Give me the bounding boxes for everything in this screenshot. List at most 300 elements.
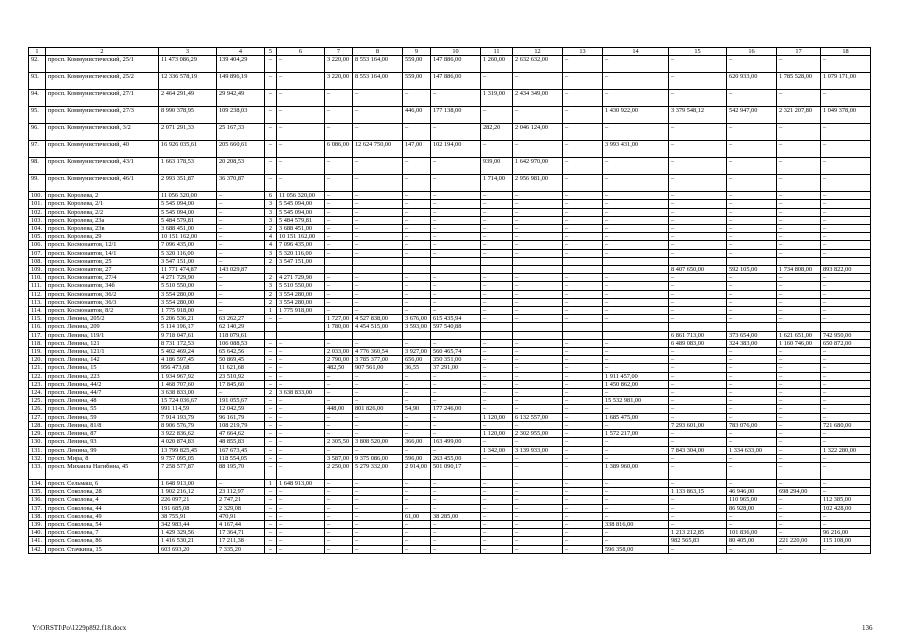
value-cell: 2 <box>265 225 277 233</box>
value-cell: – <box>403 488 431 496</box>
value-cell: – <box>431 249 481 257</box>
value-cell: – <box>403 307 431 315</box>
row-number-cell: 142. <box>29 545 46 553</box>
value-cell: 4 <box>265 233 277 241</box>
row-number-cell: 94. <box>29 90 46 107</box>
value-cell: – <box>481 339 513 347</box>
column-number-cell: 3 <box>159 48 217 56</box>
value-cell: 596,00 <box>403 454 431 462</box>
value-cell: – <box>777 356 821 364</box>
table-row <box>29 430 871 438</box>
value-cell: 12 042,59 <box>217 405 265 413</box>
address-cell: просп. Мира, 8 <box>46 454 159 462</box>
value-cell: – <box>727 290 777 298</box>
value-cell: – <box>777 405 821 413</box>
value-cell: 3 220,00 <box>325 56 353 73</box>
value-cell: – <box>603 389 669 397</box>
value-cell: – <box>325 249 353 257</box>
value-cell: – <box>563 73 603 90</box>
value-cell: – <box>821 233 871 241</box>
value-cell: – <box>821 520 871 528</box>
value-cell: 3 993 431,00 <box>603 141 669 158</box>
value-cell: – <box>277 462 325 479</box>
value-cell: – <box>403 397 431 405</box>
address-cell: просп. Королева, 2/1 <box>46 200 159 208</box>
value-cell: – <box>277 315 325 323</box>
value-cell: – <box>777 241 821 249</box>
value-cell: 1 322 280,00 <box>821 446 871 454</box>
value-cell: – <box>513 512 563 520</box>
row-number-cell: 107. <box>29 249 46 257</box>
value-cell: 5 510 550,00 <box>277 282 325 290</box>
address-cell: просп. Коммунистический, 27/3 <box>46 107 159 124</box>
table-row <box>29 446 871 454</box>
value-cell: – <box>353 496 403 504</box>
value-cell: 907 561,00 <box>353 364 403 372</box>
value-cell: – <box>777 175 821 192</box>
value-cell: – <box>325 307 353 315</box>
value-cell <box>481 331 513 339</box>
table-row <box>29 274 871 282</box>
value-cell: – <box>403 282 431 290</box>
value-cell: – <box>777 438 821 446</box>
value-cell: 338 816,00 <box>603 520 669 528</box>
value-cell: 6 <box>265 192 277 200</box>
value-cell: – <box>563 282 603 290</box>
value-cell: 3 554 280,00 <box>277 290 325 298</box>
value-cell: – <box>353 307 403 315</box>
value-cell: – <box>481 397 513 405</box>
table-row <box>29 192 871 200</box>
value-cell: – <box>603 364 669 372</box>
value-cell: – <box>481 421 513 429</box>
address-cell: просп. Михаила Нагибина, 45 <box>46 462 159 479</box>
row-number-cell: 121. <box>29 364 46 372</box>
table-row <box>29 496 871 504</box>
value-cell: – <box>481 192 513 200</box>
value-cell: – <box>431 192 481 200</box>
value-cell: – <box>563 158 603 175</box>
value-cell: – <box>481 208 513 216</box>
value-cell: – <box>821 454 871 462</box>
table-row <box>29 479 871 487</box>
value-cell: 5 484 579,81 <box>277 216 325 224</box>
value-cell: – <box>217 282 265 290</box>
value-cell: 54,90 <box>403 405 431 413</box>
table-row <box>29 175 871 192</box>
value-cell: – <box>217 274 265 282</box>
address-cell: просп. Ленина, 44/2 <box>46 380 159 388</box>
value-cell: 7 096 435,00 <box>159 241 217 249</box>
value-cell: 46 946,00 <box>727 488 777 496</box>
value-cell: – <box>265 504 277 512</box>
value-cell: – <box>403 274 431 282</box>
value-cell: 3 <box>265 282 277 290</box>
value-cell: – <box>265 315 277 323</box>
value-cell: 2 <box>265 290 277 298</box>
value-cell: – <box>353 529 403 537</box>
value-cell: – <box>603 421 669 429</box>
value-cell: – <box>603 200 669 208</box>
value-cell: – <box>563 438 603 446</box>
value-cell: 1 648 913,00 <box>159 479 217 487</box>
value-cell: 373 654,00 <box>727 331 777 339</box>
value-cell: – <box>821 372 871 380</box>
value-cell: – <box>217 200 265 208</box>
row-number-cell: 139. <box>29 520 46 528</box>
value-cell: – <box>777 192 821 200</box>
value-cell: 109 238,03 <box>217 107 265 124</box>
value-cell: – <box>513 462 563 479</box>
value-cell: – <box>325 107 353 124</box>
value-cell: – <box>727 348 777 356</box>
value-cell: – <box>821 397 871 405</box>
value-cell: 118 079,61 <box>217 331 265 339</box>
value-cell: 956 473,68 <box>159 364 217 372</box>
value-cell: – <box>513 298 563 306</box>
value-cell: – <box>777 90 821 107</box>
value-cell: 221 220,00 <box>777 537 821 545</box>
value-cell: 324 383,00 <box>727 339 777 347</box>
value-cell: – <box>821 389 871 397</box>
value-cell: – <box>265 90 277 107</box>
row-number-cell: 114. <box>29 307 46 315</box>
value-cell: – <box>669 496 727 504</box>
value-cell: 482,50 <box>325 364 353 372</box>
value-cell: – <box>353 512 403 520</box>
value-cell: – <box>325 339 353 347</box>
value-cell: – <box>563 380 603 388</box>
value-cell: – <box>563 216 603 224</box>
value-cell: 10 151 162,00 <box>277 233 325 241</box>
value-cell: – <box>481 479 513 487</box>
value-cell: – <box>563 413 603 421</box>
value-cell: – <box>325 488 353 496</box>
value-cell: – <box>325 446 353 454</box>
value-cell: 7 843 304,00 <box>669 446 727 454</box>
value-cell <box>563 257 603 265</box>
row-number-cell: 137. <box>29 504 46 512</box>
column-number-cell: 12 <box>513 48 563 56</box>
value-cell: – <box>669 249 727 257</box>
value-cell: – <box>481 405 513 413</box>
table-row <box>29 462 871 479</box>
value-cell: – <box>563 56 603 73</box>
value-cell: – <box>481 73 513 90</box>
value-cell: – <box>563 488 603 496</box>
value-cell: 3 676,00 <box>403 315 431 323</box>
value-cell <box>563 323 603 331</box>
value-cell: – <box>431 380 481 388</box>
value-cell: – <box>563 372 603 380</box>
value-cell: 7 258 577,87 <box>159 462 217 479</box>
value-cell: – <box>669 90 727 107</box>
table-row <box>29 73 871 90</box>
value-cell: 2 071 291,33 <box>159 124 217 141</box>
value-cell: – <box>563 529 603 537</box>
value-cell: – <box>669 192 727 200</box>
value-cell: – <box>403 192 431 200</box>
address-cell: просп. Космонавтов, 36/3 <box>46 298 159 306</box>
value-cell: – <box>481 529 513 537</box>
value-cell: – <box>727 158 777 175</box>
value-cell: – <box>603 504 669 512</box>
address-cell: просп. Ленина, 87 <box>46 430 159 438</box>
value-cell: 96 216,00 <box>821 529 871 537</box>
value-cell: 2 632 632,00 <box>513 56 563 73</box>
value-cell: – <box>277 405 325 413</box>
value-cell: 3 220,00 <box>325 73 353 90</box>
value-cell <box>431 331 481 339</box>
value-cell: – <box>727 274 777 282</box>
row-number-cell: 113. <box>29 298 46 306</box>
value-cell: 8 906 576,79 <box>159 421 217 429</box>
value-cell: – <box>481 380 513 388</box>
row-number-cell: 125. <box>29 397 46 405</box>
value-cell: – <box>603 356 669 364</box>
value-cell: – <box>325 512 353 520</box>
value-cell: – <box>431 446 481 454</box>
value-cell: – <box>481 216 513 224</box>
value-cell: – <box>777 545 821 553</box>
value-cell: 2 434 349,00 <box>513 90 563 107</box>
value-cell: 1 <box>265 307 277 315</box>
value-cell: – <box>431 430 481 438</box>
value-cell: – <box>403 249 431 257</box>
value-cell: 115 108,00 <box>821 537 871 545</box>
address-cell: просп. Соколова, 28 <box>46 488 159 496</box>
value-cell: 38 285,00 <box>431 512 481 520</box>
value-cell: – <box>821 56 871 73</box>
value-cell: – <box>821 488 871 496</box>
value-cell: – <box>669 372 727 380</box>
value-cell: – <box>727 380 777 388</box>
value-cell: – <box>563 520 603 528</box>
value-cell: 147 886,00 <box>431 73 481 90</box>
value-cell: – <box>481 537 513 545</box>
table-row <box>29 241 871 249</box>
value-cell: 597 540,88 <box>431 323 481 331</box>
value-cell: 559,00 <box>403 56 431 73</box>
row-number-cell: 93. <box>29 73 46 90</box>
address-cell: просп. Соколова, 44 <box>46 504 159 512</box>
address-cell: просп. Ленина, 55 <box>46 405 159 413</box>
row-number-cell: 133. <box>29 462 46 479</box>
value-cell: – <box>265 413 277 421</box>
value-cell: – <box>403 290 431 298</box>
value-cell: 2 046 124,00 <box>513 124 563 141</box>
table-row <box>29 356 871 364</box>
value-cell: – <box>403 504 431 512</box>
value-cell: 3 139 933,00 <box>513 446 563 454</box>
value-cell <box>513 266 563 274</box>
value-cell: 1 727,00 <box>325 315 353 323</box>
value-cell: – <box>353 430 403 438</box>
value-cell: – <box>777 124 821 141</box>
column-number-cell: 10 <box>431 48 481 56</box>
value-cell: 110 965,00 <box>727 496 777 504</box>
value-cell: – <box>481 520 513 528</box>
value-cell: – <box>513 520 563 528</box>
value-cell: – <box>353 421 403 429</box>
row-number-cell: 138. <box>29 512 46 520</box>
value-cell: – <box>513 241 563 249</box>
value-cell: – <box>603 124 669 141</box>
value-cell: – <box>277 496 325 504</box>
value-cell: 742 950,00 <box>821 331 871 339</box>
value-cell: – <box>777 56 821 73</box>
value-cell: 15 532 981,00 <box>603 397 669 405</box>
value-cell: 177 138,00 <box>431 107 481 124</box>
value-cell: – <box>431 282 481 290</box>
value-cell: 177 246,00 <box>431 405 481 413</box>
value-cell: – <box>603 233 669 241</box>
value-cell: – <box>821 405 871 413</box>
address-cell: просп. Соколова, 86 <box>46 537 159 545</box>
value-cell: – <box>727 124 777 141</box>
value-cell: 4 020 874,83 <box>159 438 217 446</box>
value-cell: 1 775 918,00 <box>159 307 217 315</box>
value-cell: – <box>265 339 277 347</box>
value-cell: 5 114 196,17 <box>159 323 217 331</box>
value-cell: 37 291,00 <box>431 364 481 372</box>
value-cell: – <box>403 90 431 107</box>
value-cell: – <box>777 372 821 380</box>
value-cell: – <box>563 175 603 192</box>
value-cell: – <box>325 520 353 528</box>
value-cell: – <box>513 389 563 397</box>
value-cell: 3 593,00 <box>403 323 431 331</box>
value-cell: 1 934 967,92 <box>159 372 217 380</box>
value-cell: – <box>265 158 277 175</box>
value-cell: – <box>277 504 325 512</box>
value-cell: – <box>669 545 727 553</box>
value-cell: – <box>669 348 727 356</box>
value-cell: – <box>513 380 563 388</box>
table-row <box>29 56 871 73</box>
row-number-cell: 132. <box>29 454 46 462</box>
value-cell: – <box>669 225 727 233</box>
value-cell: – <box>603 241 669 249</box>
value-cell: – <box>265 141 277 158</box>
value-cell: – <box>727 397 777 405</box>
value-cell: 1 334 633,00 <box>727 446 777 454</box>
row-number-cell: 98. <box>29 158 46 175</box>
value-cell: – <box>353 90 403 107</box>
value-cell: – <box>603 282 669 290</box>
value-cell: 559,00 <box>403 73 431 90</box>
value-cell: – <box>481 462 513 479</box>
row-number-cell: 95. <box>29 107 46 124</box>
value-cell: – <box>563 107 603 124</box>
value-cell: – <box>403 421 431 429</box>
value-cell <box>325 266 353 274</box>
value-cell: – <box>563 241 603 249</box>
value-cell: 106 088,53 <box>217 339 265 347</box>
value-cell: – <box>403 446 431 454</box>
value-cell: – <box>669 233 727 241</box>
address-cell: просп. Коммунистический, 40 <box>46 141 159 158</box>
value-cell: – <box>821 200 871 208</box>
row-number-cell: 110. <box>29 274 46 282</box>
value-cell: – <box>669 504 727 512</box>
table-row <box>29 372 871 380</box>
value-cell: 3 638 833,00 <box>277 389 325 397</box>
address-cell: просп. Ленина, 209 <box>46 323 159 331</box>
row-number-cell: 126. <box>29 405 46 413</box>
row-number-cell: 127. <box>29 413 46 421</box>
value-cell: – <box>481 372 513 380</box>
address-cell: просп. Ленина, 205/2 <box>46 315 159 323</box>
value-cell: 721 680,00 <box>821 421 871 429</box>
value-cell: – <box>481 233 513 241</box>
value-cell: 167 673,45 <box>217 446 265 454</box>
address-cell: просп. Королева, 2/2 <box>46 208 159 216</box>
value-cell: 6 086,00 <box>325 141 353 158</box>
value-cell: 80 405,00 <box>727 537 777 545</box>
value-cell: – <box>821 438 871 446</box>
value-cell: 11 056 320,00 <box>277 192 325 200</box>
value-cell: – <box>265 438 277 446</box>
value-cell: – <box>669 380 727 388</box>
value-cell: – <box>325 200 353 208</box>
value-cell: – <box>403 158 431 175</box>
value-cell: – <box>325 274 353 282</box>
value-cell: – <box>513 225 563 233</box>
row-number-cell: 111. <box>29 282 46 290</box>
value-cell: – <box>603 274 669 282</box>
value-cell: – <box>777 389 821 397</box>
value-cell: 2 956 981,00 <box>513 175 563 192</box>
value-cell: – <box>325 208 353 216</box>
value-cell: 3 554 280,00 <box>277 298 325 306</box>
address-cell: просп. Соколова, 54 <box>46 520 159 528</box>
page-number: 136 <box>862 624 873 632</box>
value-cell: – <box>431 488 481 496</box>
value-cell <box>353 331 403 339</box>
value-cell: 4 186 597,45 <box>159 356 217 364</box>
value-cell: – <box>217 225 265 233</box>
value-cell: 9 375 086,00 <box>353 454 403 462</box>
value-cell: – <box>727 90 777 107</box>
value-cell: – <box>821 290 871 298</box>
value-cell: – <box>727 56 777 73</box>
value-cell: 1 416 530,21 <box>159 537 217 545</box>
value-cell: 5 545 094,00 <box>277 200 325 208</box>
value-cell: – <box>481 241 513 249</box>
value-cell: – <box>777 364 821 372</box>
table-row <box>29 438 871 446</box>
value-cell: – <box>353 274 403 282</box>
address-cell: просп. Космонавтов, 36/2 <box>46 290 159 298</box>
table-row <box>29 141 871 158</box>
value-cell: – <box>353 389 403 397</box>
value-cell: – <box>403 175 431 192</box>
column-number-cell: 7 <box>325 48 353 56</box>
value-cell: – <box>603 290 669 298</box>
value-cell: – <box>563 364 603 372</box>
value-cell: 1 133 863,15 <box>669 488 727 496</box>
value-cell: 2 747,21 <box>217 496 265 504</box>
value-cell: – <box>353 397 403 405</box>
value-cell: – <box>513 504 563 512</box>
value-cell: 5 206 536,21 <box>159 315 217 323</box>
address-cell: просп. Ленина, 48 <box>46 397 159 405</box>
value-cell <box>603 266 669 274</box>
value-cell: 1 785 528,00 <box>777 73 821 90</box>
value-cell: – <box>325 397 353 405</box>
value-cell: – <box>513 192 563 200</box>
